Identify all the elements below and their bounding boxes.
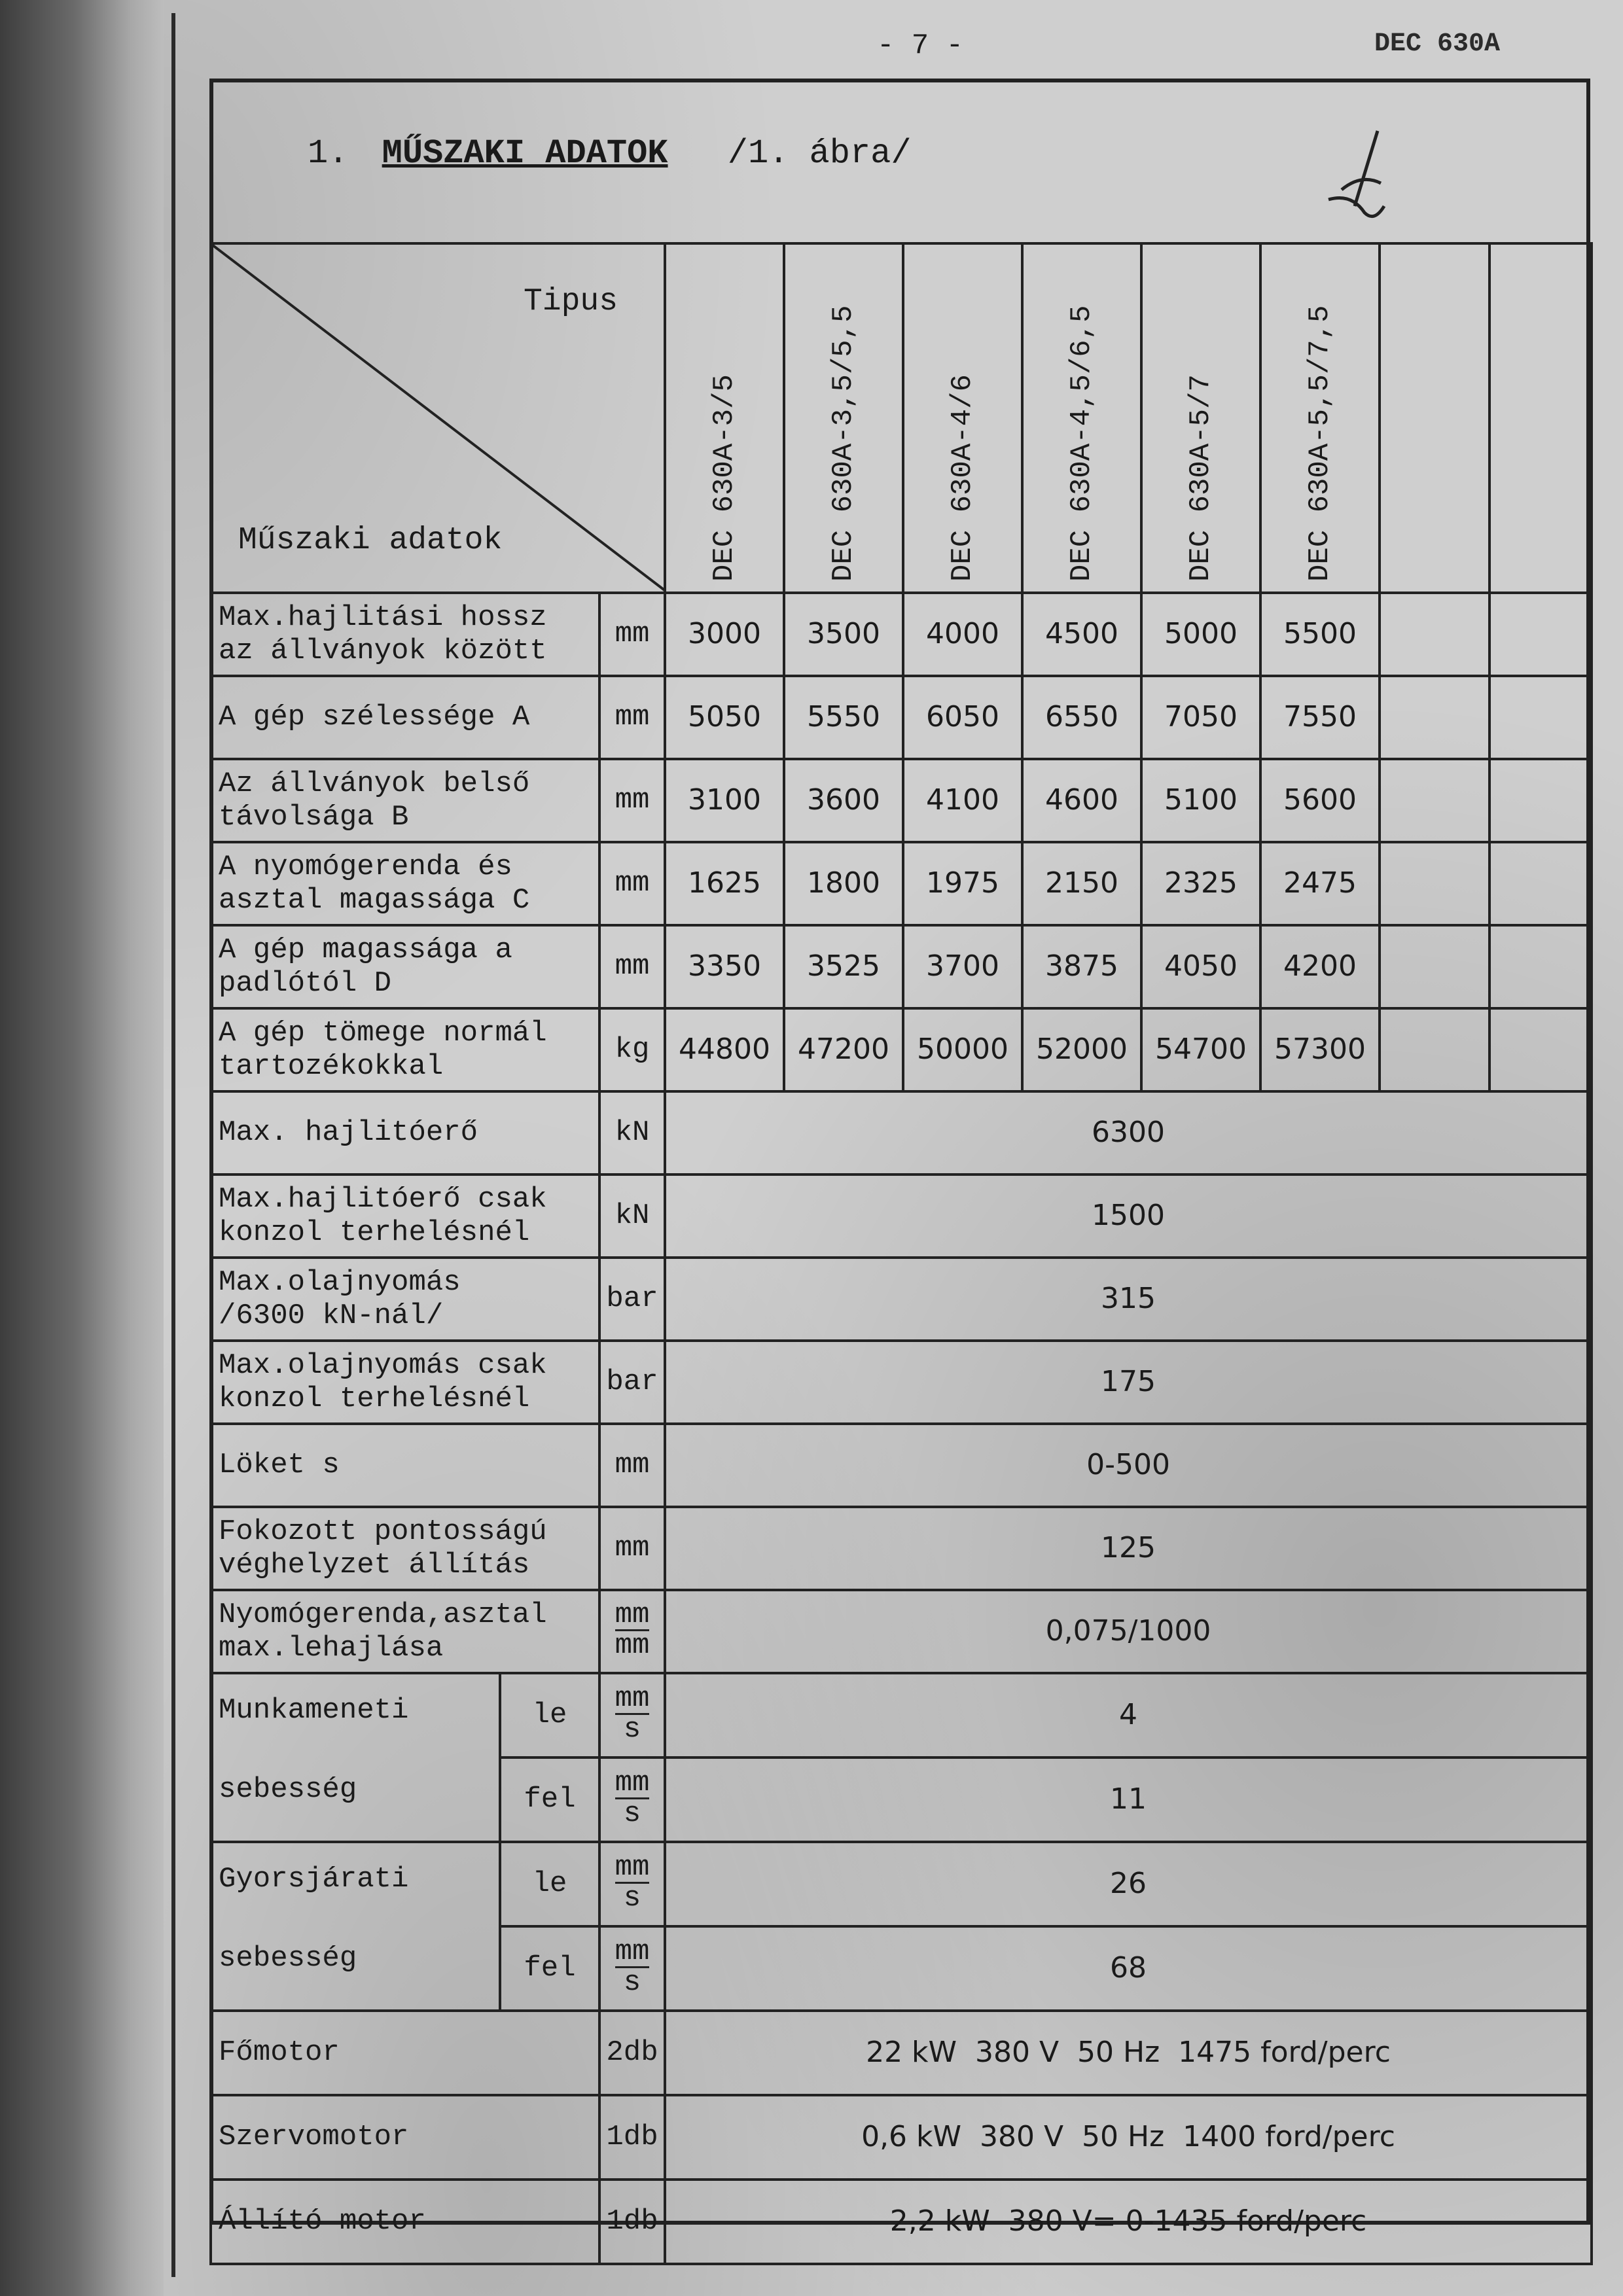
table-row (211, 1673, 1592, 1757)
table-cell: 4100 (903, 759, 1022, 842)
table-row (211, 1507, 1592, 1590)
model-header: DEC 630A-5/7 (1141, 243, 1260, 593)
technical-data-table (209, 242, 1593, 2265)
table-cell: 3875 (1022, 925, 1141, 1008)
empty-cell (1489, 593, 1592, 676)
common-value: 4 (665, 1673, 1592, 1757)
table-cell: 4200 (1260, 925, 1380, 1008)
empty-cell (1489, 759, 1592, 842)
table-row (211, 676, 1592, 759)
motor-count: 1db (599, 2095, 665, 2180)
binding-shadow (0, 0, 164, 2296)
motor-label: Főmotor (211, 2011, 599, 2095)
model-header: DEC 630A-4/6 (903, 243, 1022, 593)
table-cell: 6050 (903, 676, 1022, 759)
row-unit: kN (599, 1174, 665, 1258)
row-unit: mm (599, 1424, 665, 1507)
table-cell: 3350 (665, 925, 784, 1008)
empty-column (1380, 243, 1489, 593)
row-unit: $\frac{mm}{s}$ (599, 1673, 665, 1757)
table-cell: 5100 (1141, 759, 1260, 842)
table-row (211, 1590, 1592, 1673)
model-header: DEC 630A-4,5/6,5 (1022, 243, 1141, 593)
row-unit: kg (599, 1008, 665, 1091)
empty-cell (1489, 925, 1592, 1008)
table-cell: 2150 (1022, 842, 1141, 925)
table-cell: 5050 (665, 676, 784, 759)
common-value: 125 (665, 1507, 1592, 1590)
row-unit: mm (599, 842, 665, 925)
table-row (211, 1424, 1592, 1507)
table-cell: 5550 (784, 676, 903, 759)
motor-count: 2db (599, 2011, 665, 2095)
table-cell: 1625 (665, 842, 784, 925)
section-heading (308, 134, 912, 173)
row-unit: mm (599, 1507, 665, 1590)
row-label: Max.hajlitási hossz az állványok között (211, 593, 599, 676)
table-row (211, 1842, 1592, 1926)
empty-cell (1380, 1008, 1489, 1091)
row-unit: $\frac{mm}{s}$ (599, 1926, 665, 2011)
row-label: Max.hajlitóerő csak konzol terhelésnél (211, 1174, 599, 1258)
model-header: DEC 630A-5,5/7,5 (1260, 243, 1380, 593)
common-value: 26 (665, 1842, 1592, 1926)
table-row (211, 593, 1592, 676)
table-cell: 2475 (1260, 842, 1380, 925)
table-row (211, 759, 1592, 842)
table-row (211, 2011, 1592, 2095)
section-number: 1. (308, 134, 349, 173)
row-unit: $\frac{mm}{mm}$ (599, 1590, 665, 1673)
row-label: Max.olajnyomás csak konzol terhelésnél (211, 1341, 599, 1424)
section-title: MŰSZAKI ADATOK (382, 134, 668, 173)
row-unit: kN (599, 1091, 665, 1174)
common-value: 1500 (665, 1174, 1592, 1258)
empty-cell (1380, 593, 1489, 676)
table-cell: 3600 (784, 759, 903, 842)
common-value: 175 (665, 1341, 1592, 1424)
row-unit: bar (599, 1258, 665, 1341)
row-unit: mm (599, 925, 665, 1008)
table-cell: 57300 (1260, 1008, 1380, 1091)
table-row (211, 1341, 1592, 1424)
table-cell: 50000 (903, 1008, 1022, 1091)
table-row (211, 925, 1592, 1008)
tech-data-heading: Műszaki adatok (238, 522, 503, 558)
row-unit: bar (599, 1341, 665, 1424)
row-unit: mm (599, 759, 665, 842)
row-label: Max.olajnyomás /6300 kN-nál/ (211, 1258, 599, 1341)
direction-down: le (500, 1673, 599, 1757)
table-cell: 5000 (1141, 593, 1260, 676)
common-value: 315 (665, 1258, 1592, 1341)
empty-cell (1489, 676, 1592, 759)
row-label: A gép szélessége A (211, 676, 599, 759)
table-cell: 1975 (903, 842, 1022, 925)
row-label: Az állványok belső távolsága B (211, 759, 599, 842)
row-label: Fokozott pontosságú véghelyzet állítás (211, 1507, 599, 1590)
empty-cell (1380, 925, 1489, 1008)
table-row (211, 1174, 1592, 1258)
common-value: 68 (665, 1926, 1592, 2011)
row-label: Nyomógerenda,asztal max.lehajlása (211, 1590, 599, 1673)
table-cell: 47200 (784, 1008, 903, 1091)
direction-up: fel (500, 1926, 599, 2011)
empty-cell (1489, 1008, 1592, 1091)
motor-spec: 0,6 kW 380 V 50 Hz 1400 ford/perc (665, 2095, 1592, 2180)
table-cell: 6550 (1022, 676, 1141, 759)
direction-up: fel (500, 1757, 599, 1842)
table-row (211, 1008, 1592, 1091)
direction-down: le (500, 1842, 599, 1926)
speed-group-label: Munkameneti sebesség (211, 1673, 500, 1842)
row-unit: $\frac{mm}{s}$ (599, 1842, 665, 1926)
model-header: DEC 630A-3/5 (665, 243, 784, 593)
table-cell: 5500 (1260, 593, 1380, 676)
row-label: A nyomógerenda és asztal magassága C (211, 842, 599, 925)
row-label: A gép tömege normál tartozékokkal (211, 1008, 599, 1091)
common-value: 0-500 (665, 1424, 1592, 1507)
table-row (211, 2095, 1592, 2180)
row-label: Löket s (211, 1424, 599, 1507)
table-cell: 4050 (1141, 925, 1260, 1008)
table-cell: 7550 (1260, 676, 1380, 759)
type-heading: Tipus (523, 284, 618, 319)
table-cell: 3700 (903, 925, 1022, 1008)
row-unit: $\frac{mm}{s}$ (599, 1757, 665, 1842)
table-cell: 7050 (1141, 676, 1260, 759)
motor-count: 1db (599, 2180, 665, 2264)
row-label: Max. hajlitóerő (211, 1091, 599, 1174)
motor-label: Állító motor (211, 2180, 599, 2264)
empty-cell (1380, 676, 1489, 759)
table-cell: 54700 (1141, 1008, 1260, 1091)
table-cell: 4600 (1022, 759, 1141, 842)
table-cell: 1800 (784, 842, 903, 925)
figure-reference: /1. ábra/ (727, 134, 912, 173)
table-cell: 3000 (665, 593, 784, 676)
motor-spec: 2,2 kW 380 V= 0-1435 ford/perc (665, 2180, 1592, 2264)
table-cell: 5600 (1260, 759, 1380, 842)
row-unit: mm (599, 676, 665, 759)
empty-column (1489, 243, 1592, 593)
row-unit: mm (599, 593, 665, 676)
table-cell: 52000 (1022, 1008, 1141, 1091)
table-cell: 3100 (665, 759, 784, 842)
page-number: - 7 - (877, 29, 964, 62)
model-header: DEC 630A-3,5/5,5 (784, 243, 903, 593)
table-row (211, 842, 1592, 925)
binding-line (171, 13, 175, 2277)
document-code: DEC 630A (1374, 29, 1501, 59)
table-cell: 4000 (903, 593, 1022, 676)
table-row (211, 2180, 1592, 2264)
table-cell: 2325 (1141, 842, 1260, 925)
table-cell: 3500 (784, 593, 903, 676)
speed-group-label: Gyorsjárati sebesség (211, 1842, 500, 2011)
header-row (211, 243, 1592, 593)
header-diagonal-cell (211, 243, 665, 593)
table-row (211, 1258, 1592, 1341)
empty-cell (1489, 842, 1592, 925)
motor-spec: 22 kW 380 V 50 Hz 1475 ford/perc (665, 2011, 1592, 2095)
row-label: A gép magassága a padlótól D (211, 925, 599, 1008)
empty-cell (1380, 759, 1489, 842)
empty-cell (1380, 842, 1489, 925)
common-value: 11 (665, 1757, 1592, 1842)
table-row (211, 1091, 1592, 1174)
common-value: 6300 (665, 1091, 1592, 1174)
motor-label: Szervomotor (211, 2095, 599, 2180)
table-cell: 4500 (1022, 593, 1141, 676)
common-value: 0,075/1000 (665, 1590, 1592, 1673)
table-cell: 3525 (784, 925, 903, 1008)
table-cell: 44800 (665, 1008, 784, 1091)
